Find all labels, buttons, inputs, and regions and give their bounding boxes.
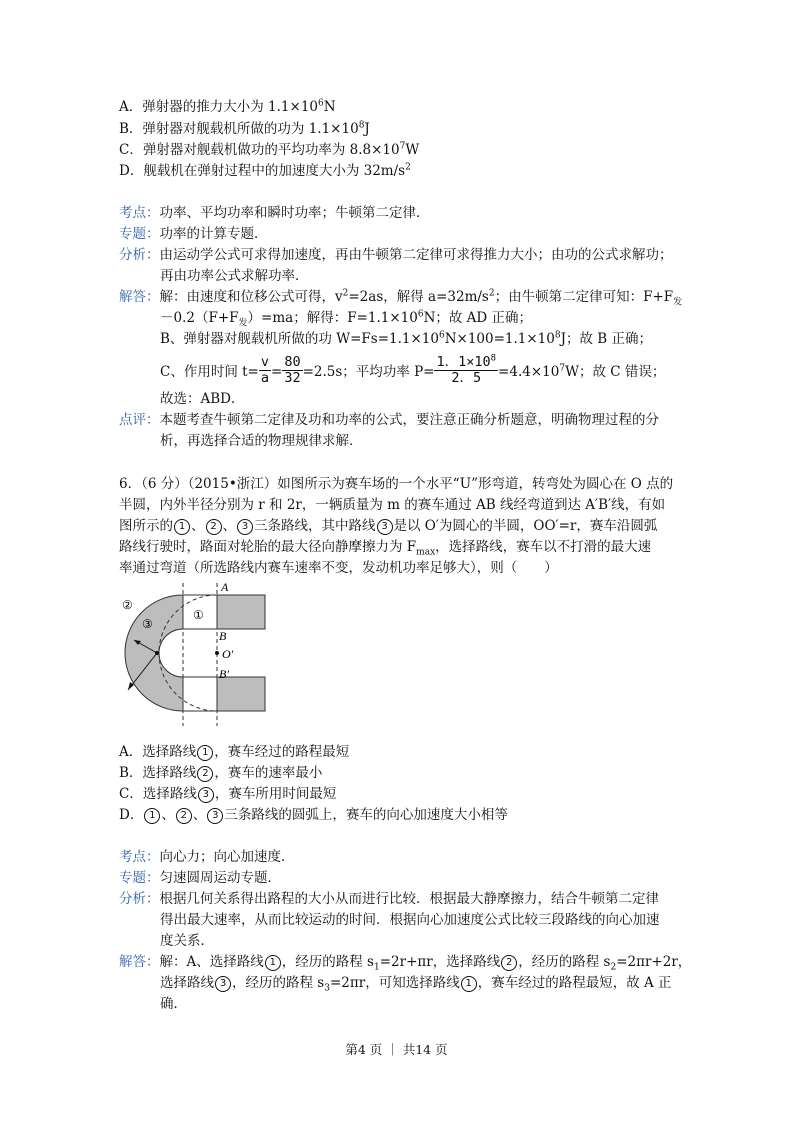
option-b: B．弹射器对舰载机所做的功为 $1.1\times 10^8J$ [119,120,370,137]
q6-fenxi-2: 得出最大速率，从而比较运动的时间．根据向心加速度公式比较三段路线的向心加速 [160,912,660,928]
q6-zhuanti: 专题：匀速圆周运动专题． [119,870,281,886]
q6-jieda-2: 选择路线 3 ，经历的路程 $s_3=2\pi r$，可知选择路线 1 ，赛车经过的路程最短，故 A 正 [160,975,672,994]
q5-kaodian: 考点：功率、平均功率和瞬时功率；牛顿第二定律． [119,205,430,221]
q6-stem-5: 率通过弯道（所选路线内赛车速率不变，发动机功率足够大），则（ ） [119,560,558,576]
q6-option-a: A．选择路线 1 ，赛车经过的路程最短 [119,744,350,760]
q6-option-c: C．选择路线 3 ，赛车所用时间最短 [119,786,337,802]
q6-stem-4: 路线行驶时，路面对轮胎的最大径向静摩擦力为 $F_{max}$，选择路线，赛车以不打滑的最大速 [119,539,652,558]
q6-fenxi-3: 度关系． [160,933,214,949]
q6-stem-2: 半圆，内外半径分别为 r 和 2r，一辆质量为 m 的赛车通过 AB 线经弯道到达 A′B′线，有如 [119,497,666,513]
svg-text:①: ① [193,608,204,622]
q6-fenxi: 分析：根据几何关系得出路程的大小从而进行比较．根据最大静摩擦力，结合牛顿第二定律 [119,891,659,907]
fraction-power: $\frac{1.1\times 10^8}{2.5}$ [436,353,497,386]
q5-jieda: 解答：解：由速度和位移公式可得，$v^2=2as$，解得 $a=32m/s^2$；由牛顿第二定律可知：$F+F_发$ [119,288,683,308]
svg-text:B′: B′ [219,667,229,681]
page-footer: 第4 页 ｜ 共14 页 [345,1042,448,1057]
q6-stem-1: 6．（6 分）（2015•浙江）如图所示为赛车场的一个水平“U”形弯道，转弯处为圆心在 O 点的 [119,476,674,492]
q6-kaodian: 考点：向心力；向心加速度． [119,849,295,865]
q6-jieda-3: 确． [160,996,187,1012]
fraction-v-over-a: $\frac{v}{a}$ [260,354,269,386]
q5-fenxi: 分析：由运动学公式可求得加速度，再由牛顿第二定律可求得推力大小；由功的公式求解功； [119,247,673,263]
q6-stem-3: 图所示的 1 、 2 、 3 三条路线，其中路线 3 是以 O′为圆心的半圆，OO′=r，赛车沿圆弧 [119,518,658,534]
fraction-80-over-32: $\frac{80}{32}$ [284,354,301,386]
q5-dianping: 点评：本题考查牛顿第二定律及功和功率的公式，要注意正确分析题意，明确物理过程的分 [119,412,659,428]
svg-text:②: ② [122,598,133,612]
option-c: C．弹射器对舰载机做功的平均功率为 $8.8\times 10^7W$ [119,141,420,158]
q6-option-d: D． 1 、 2 、 3 三条路线的圆弧上，赛车的向心加速度大小相等 [119,807,508,823]
q5-zhuanti: 专题：功率的计算专题． [119,226,268,242]
q5-dianping-cont: 析，再选择合适的物理规律求解． [160,433,363,449]
q5-jieda-4: C、作用时间 t= $\frac{v}{a}$ = $\frac{80}{32}$ =2.5s；平均功率 P= $\frac{1.1\times 10^8}{2.5}$ $=4.4\times 10^7W$；故 C 错误； [160,353,666,386]
q5-fenxi-cont: 再由功率公式求解功率． [160,268,309,284]
option-a: A．弹射器的推力大小为 $1.1\times 10^6N$ [119,98,336,115]
svg-text:B: B [219,629,227,643]
q6-jieda: 解答：解：A、选择路线 1 ，经历的路程 $s_1=2r+\pi r$，选择路线 2 ，经历的路程 $s_2=2\pi r+2r$， [119,954,692,973]
q5-jieda-5: 故选：ABD． [160,391,245,407]
svg-text:A: A [221,580,229,594]
u-track-figure [110,578,280,728]
svg-text:③: ③ [142,617,153,631]
q6-option-b: B．选择路线 2 ，赛车的速率最小 [119,765,323,781]
q5-jieda-3: B、弹射器对舰载机所做的功 $W=Fs=1.1\times 10^6N\times 100=1.1\times 10^8J$；故 B 正确； [160,330,653,347]
q5-jieda-2: $-0.2(F+F_发)=ma$；解得：$F=1.1\times 10^6N$；故 AD 正确； [160,309,533,329]
option-d: D．舰载机在弹射过程中的加速度大小为 $32m/s^2$ [119,162,411,179]
svg-text:O′: O′ [222,647,234,661]
